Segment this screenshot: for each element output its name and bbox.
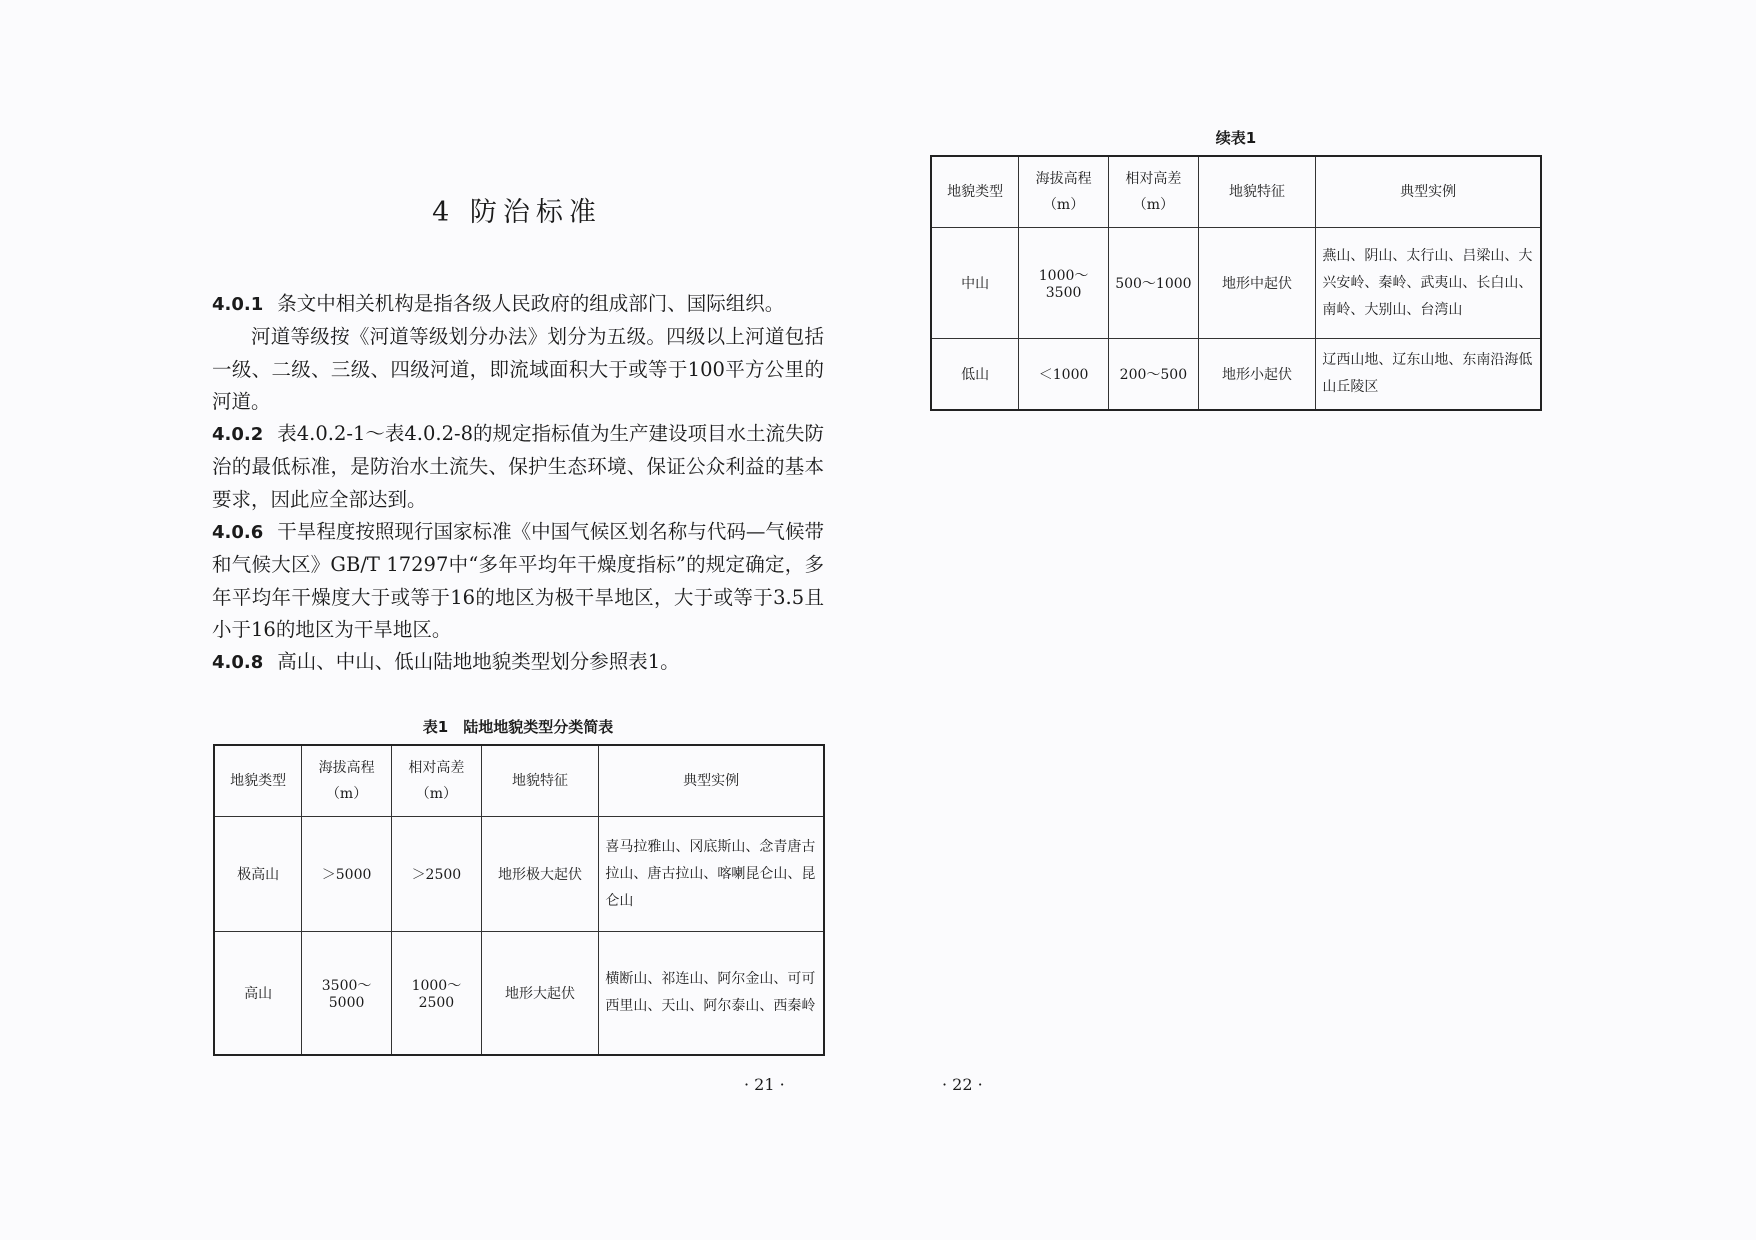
table-cell: 中山 xyxy=(931,228,1019,339)
paragraph-text: 高山、中山、低山陆地地貌类型划分参照表1。 xyxy=(277,650,680,674)
clause-number: 4.0.2 xyxy=(212,424,264,446)
header-cell: 相对高差（m） xyxy=(391,745,481,817)
table-cell: 辽西山地、辽东山地、东南沿海低山丘陵区 xyxy=(1316,339,1541,411)
table-cell: 地形大起伏 xyxy=(481,932,599,1056)
table-cell: 1000～2500 xyxy=(391,932,481,1056)
table-row xyxy=(214,932,824,1056)
table-cell: 200～500 xyxy=(1108,339,1198,411)
table-cell: ＜1000 xyxy=(1019,339,1109,411)
landform-table-continued xyxy=(930,155,1542,411)
right-page xyxy=(878,0,1756,1240)
table-row xyxy=(214,817,824,932)
paragraph-4-0-2 xyxy=(212,418,824,516)
header-cell: 相对高差（m） xyxy=(1108,156,1198,228)
table-cell: 1000～3500 xyxy=(1019,228,1109,339)
table-cell: ＞5000 xyxy=(302,817,392,932)
paragraph-river-grade xyxy=(212,321,824,418)
table-cell: 500～1000 xyxy=(1108,228,1198,339)
clause-number: 4.0.1 xyxy=(212,294,264,315)
table-caption: 表1 陆地地貌类型分类简表 xyxy=(422,718,614,736)
header-cell: 海拔高程（m） xyxy=(1019,156,1109,228)
landform-table xyxy=(213,744,825,1056)
paragraph-4-0-1 xyxy=(212,288,824,321)
table-header-row xyxy=(214,745,824,817)
header-cell: 地貌类型 xyxy=(214,745,302,817)
header-cell: 地貌类型 xyxy=(931,156,1019,228)
paragraph-4-0-8 xyxy=(212,646,824,679)
table-row xyxy=(931,228,1541,339)
table-cell: ＞2500 xyxy=(391,817,481,932)
table-cell: 极高山 xyxy=(214,817,302,932)
table-row xyxy=(931,339,1541,411)
paragraph-4-0-6 xyxy=(212,516,824,646)
header-cell: 典型实例 xyxy=(1316,156,1541,228)
table-cell: 地形中起伏 xyxy=(1198,228,1316,339)
body-text xyxy=(212,288,824,680)
table-cell: 燕山、阴山、太行山、吕梁山、大兴安岭、秦岭、武夷山、长白山、南岭、大别山、台湾山 xyxy=(1316,228,1541,339)
chapter-title: 4 防治标准 xyxy=(432,197,602,228)
page-number: · 22 · xyxy=(942,1075,983,1094)
header-cell: 海拔高程（m） xyxy=(302,745,392,817)
table-cell: 地形小起伏 xyxy=(1198,339,1316,411)
paragraph-text: 河道等级按《河道等级划分办法》划分为五级。四级以上河道包括一级、二级、三级、四级河道，即流域面积大于或等于100平方公里的河道。 xyxy=(212,325,824,413)
table-cell: 低山 xyxy=(931,339,1019,411)
header-cell: 地貌特征 xyxy=(481,745,599,817)
header-cell: 典型实例 xyxy=(599,745,824,817)
table-caption: 续表1 xyxy=(1215,129,1257,147)
table-cell: 3500～5000 xyxy=(302,932,392,1056)
paragraph-text: 条文中相关机构是指各级人民政府的组成部门、国际组织。 xyxy=(277,292,785,315)
clause-number: 4.0.6 xyxy=(212,522,264,544)
table-header-row xyxy=(931,156,1541,228)
table-cell: 喜马拉雅山、冈底斯山、念青唐古拉山、唐古拉山、喀喇昆仑山、昆仑山 xyxy=(599,817,824,932)
header-cell: 地貌特征 xyxy=(1198,156,1316,228)
table-cell: 高山 xyxy=(214,932,302,1056)
paragraph-text: 表4.0.2-1～表4.0.2-8的规定指标值为生产建设项目水土流失防治的最低标准，是防治水土流失、保护生态环境、保证公众利益的基本要求，因此应全部达到。 xyxy=(212,422,824,511)
table-cell: 横断山、祁连山、阿尔金山、可可西里山、天山、阿尔泰山、西秦岭 xyxy=(599,932,824,1056)
page-number: · 21 · xyxy=(744,1075,785,1094)
clause-number: 4.0.8 xyxy=(212,652,264,674)
table-cell: 地形极大起伏 xyxy=(481,817,599,932)
paragraph-text: 干旱程度按照现行国家标准《中国气候区划名称与代码—气候带和气候大区》GB/T 17297中“多年平均年干燥度指标”的规定确定，多年平均年干燥度大于或等于16的地区为极干旱地区，大于或等于3.5且小于16的地区为干旱地区。 xyxy=(212,520,824,641)
